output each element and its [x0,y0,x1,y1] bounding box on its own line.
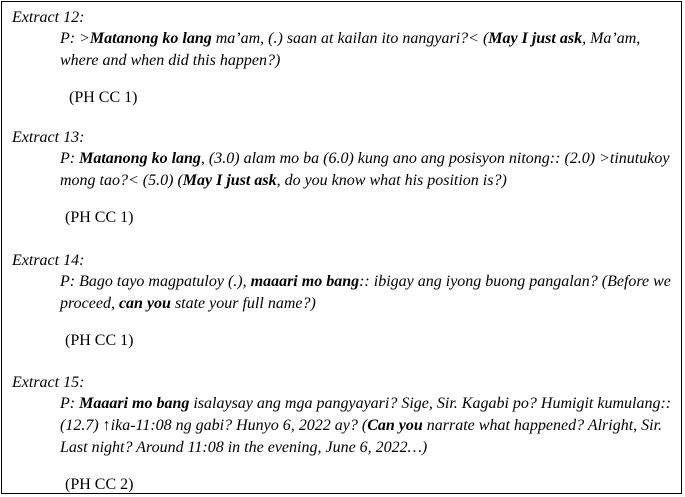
extract-13 [12,128,675,228]
extract-source: (PH CC 1) [65,332,134,349]
extract-source: (PH CC 1) [69,89,138,106]
extract-title: Extract 13: [12,129,85,146]
extract-12 [12,8,675,108]
extract-text: P: Matanong ko lang, (3.0) alam mo ba (6.0) kung ano ang posisyon nitong:: (2.0) >tinutukoy mong tao?< (5.0) (May I just ask, do you know what his position is?) [60,150,670,189]
extract-text: P: Maaari mo bang isalaysay ang mga pangyayari? Sige, Sir. Kagabi po? Humigit kumulang:: (12.7) ↑ika-11:08 ng gabi? Hunyo 6, 2022 ay? (Can you narrate what happened? Alright, Sir. Last night? Around 11:08 in the evening, June 6, 2022…) [60,395,672,456]
extract-source: (PH CC 2) [65,476,134,493]
extract-source: (PH CC 1) [65,209,134,226]
extract-title: Extract 15: [12,374,85,391]
extract-15 [12,373,675,495]
extract-text: P: Bago tayo magpatuloy (.), maaari mo bang:: ibigay ang iyong buong pangalan? (Before we proceed, can you state your full name?) [60,273,671,312]
extract-text: P: >Matanong ko lang ma’am, (.) saan at kailan ito nangyari?< (May I just ask, Ma’am, where and when did this happen?) [60,30,641,69]
extract-14 [12,251,675,351]
extract-title: Extract 12: [12,9,85,26]
extract-title: Extract 14: [12,252,85,269]
extracts-box [1,1,682,494]
